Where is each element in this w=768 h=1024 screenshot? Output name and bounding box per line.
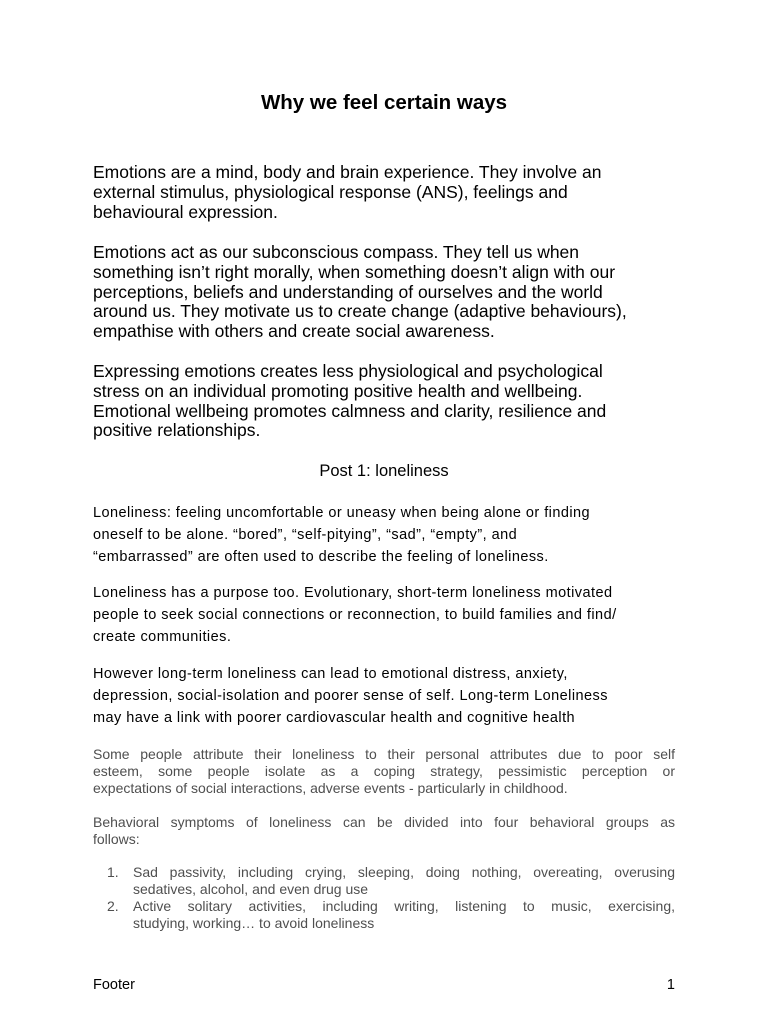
text-line: esteem, some people isolate as a coping strategy, pessimistic perception or bbox=[93, 762, 675, 779]
text-line: Sad passivity, including crying, sleeping, doing nothing, overeating, overusing bbox=[133, 863, 675, 880]
text-line: Some people attribute their loneliness to their personal attributes due to poor self bbox=[93, 745, 675, 762]
footer-text: Footer bbox=[93, 977, 135, 993]
page-number: 1 bbox=[666, 977, 675, 993]
text-line: expectations of social interactions, adverse events - particularly in childhood. bbox=[93, 779, 568, 796]
text-line: Emotions act as our subconscious compass. They tell us when bbox=[93, 242, 580, 262]
intro-paragraph-3 bbox=[93, 362, 675, 441]
text-line: Loneliness has a purpose too. Evolutionary, short-term loneliness motivated bbox=[93, 585, 613, 601]
list-item bbox=[93, 898, 675, 932]
intro-paragraph-2 bbox=[93, 243, 675, 342]
grey-paragraph-1 bbox=[93, 746, 675, 797]
text-line: behavioural expression. bbox=[93, 201, 278, 222]
text-line: Emotional wellbeing promotes calmness and clarity, resilience and bbox=[93, 400, 607, 421]
text-line: may have a link with poorer cardiovascular health and cognitive health bbox=[93, 710, 576, 726]
post-paragraph-2 bbox=[93, 582, 675, 648]
text-line: “embarrassed” are often used to describe the feeling of loneliness. bbox=[93, 549, 549, 565]
grey-paragraph-2 bbox=[93, 814, 675, 848]
text-line: Active solitary activities, including writing, listening to music, exercising, bbox=[133, 897, 675, 914]
text-line: external stimulus, physiological response (ANS), feelings and bbox=[93, 181, 568, 202]
text-line: around us. They motivate us to create change (adaptive behaviours), bbox=[93, 301, 627, 322]
text-line: stress on an individual promoting positive health and wellbeing. bbox=[93, 380, 583, 401]
text-line: However long-term loneliness can lead to emotional distress, anxiety, bbox=[93, 666, 568, 682]
text-line: Behavioral symptoms of loneliness can be divided into four behavioral groups as bbox=[93, 813, 675, 830]
text-line: something isn’t right morally, when something doesn’t align with our bbox=[93, 261, 616, 282]
text-line: perceptions, beliefs and understanding of ourselves and the world bbox=[93, 281, 603, 302]
post-heading: Post 1: loneliness bbox=[319, 462, 449, 480]
list-number: 2. bbox=[107, 897, 119, 914]
intro-paragraph-1 bbox=[93, 163, 675, 222]
page-title: Why we feel certain ways bbox=[260, 91, 508, 114]
text-line: empathise with others and create social awareness. bbox=[93, 321, 495, 342]
text-line: studying, working… to avoid loneliness bbox=[133, 914, 375, 931]
text-line: follows: bbox=[93, 830, 140, 847]
text-line: Loneliness: feeling uncomfortable or uneasy when being alone or finding bbox=[93, 505, 591, 521]
text-line: positive relationships. bbox=[93, 420, 261, 441]
text-line: sedatives, alcohol, and even drug use bbox=[133, 880, 369, 897]
text-line: Expressing emotions creates less physiological and psychological bbox=[93, 361, 603, 381]
text-line: oneself to be alone. “bored”, “self-pitying”, “sad”, “empty”, and bbox=[93, 527, 518, 543]
post-paragraph-3 bbox=[93, 663, 675, 729]
text-line: Emotions are a mind, body and brain experience. They involve an bbox=[93, 162, 602, 182]
text-line: create communities. bbox=[93, 629, 232, 645]
list-item bbox=[93, 864, 675, 898]
list-number: 1. bbox=[107, 863, 119, 880]
text-line: depression, social-isolation and poorer sense of self. Long-term Loneliness bbox=[93, 688, 608, 704]
text-line: people to seek social connections or reconnection, to build families and find/ bbox=[93, 607, 617, 623]
post-paragraph-1 bbox=[93, 502, 675, 568]
